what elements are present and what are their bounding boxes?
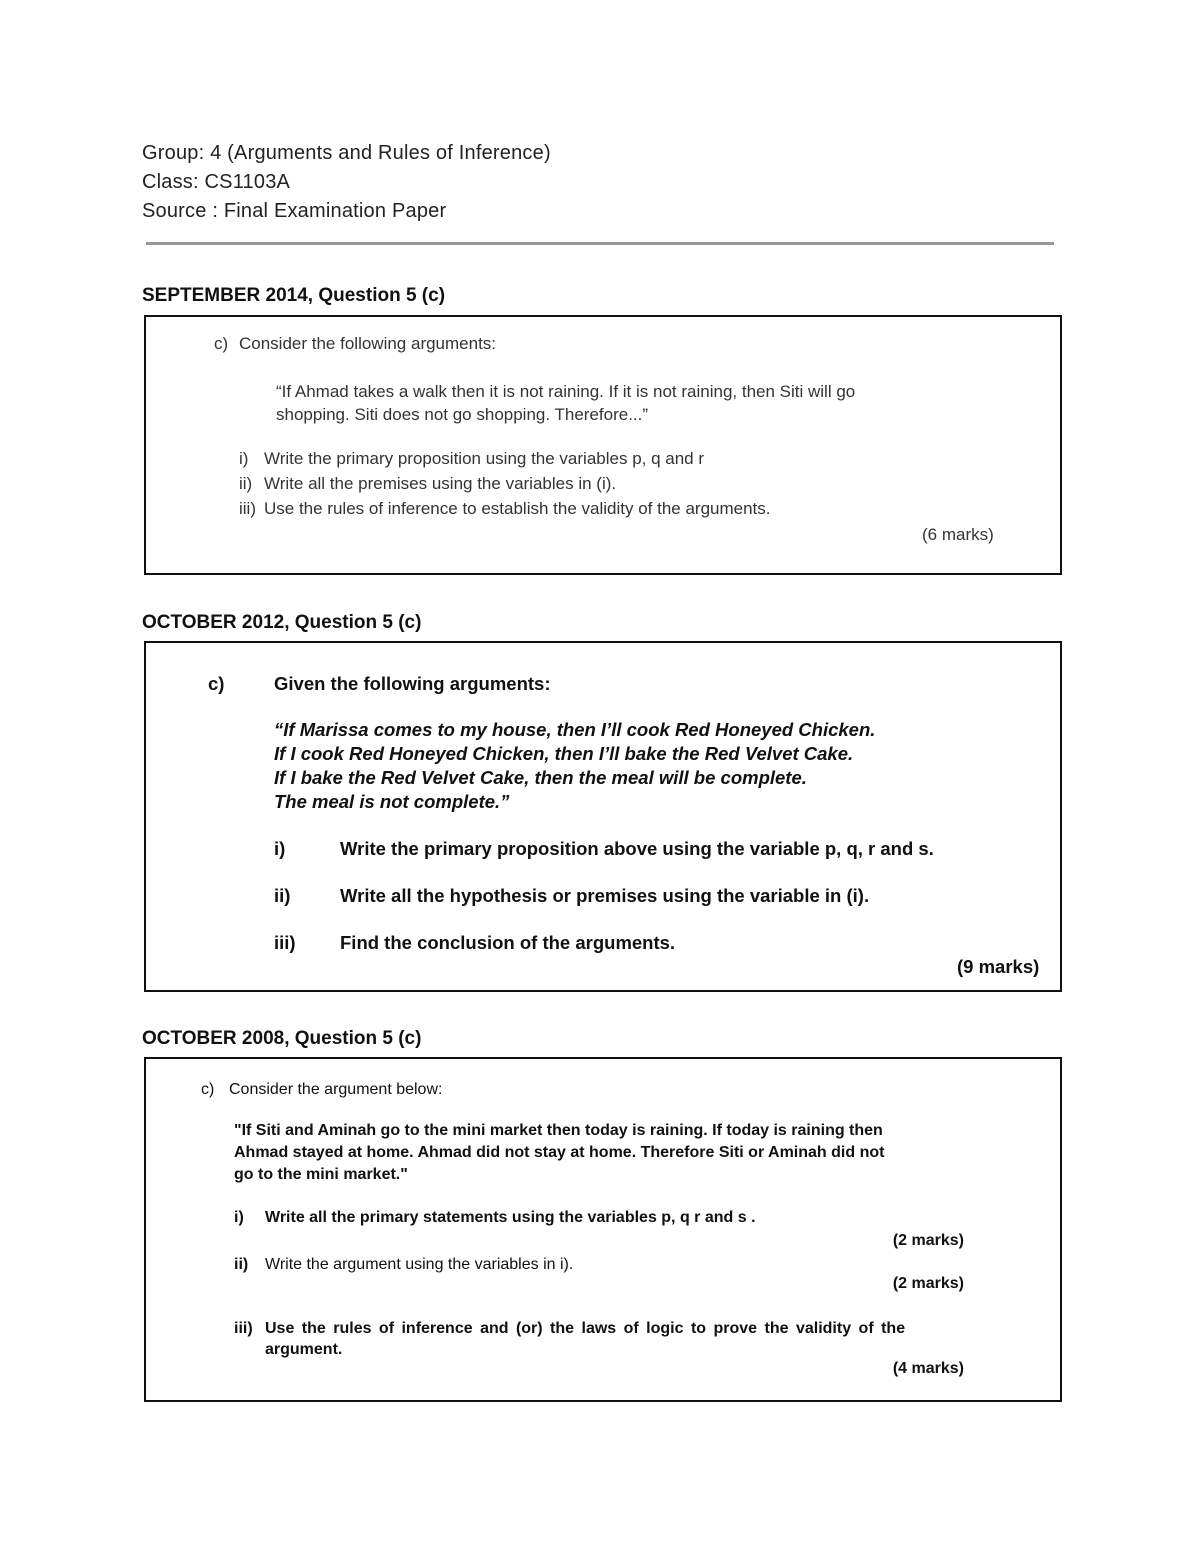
argument-quote-line: shopping. Siti does not go shopping. Therefore...” [276,405,649,424]
item-text: Write all the hypothesis or premises using the variable in (i). [340,885,870,906]
argument-quote-line: “If Ahmad takes a walk then it is not raining. If it is not raining, then Siti will go [276,382,856,401]
item-text: Write all the primary statements using the variables p, q r and s . [265,1209,756,1226]
question-label: c) [208,673,225,694]
item-number: ii) [239,474,253,493]
item-number: ii) [274,885,291,906]
question-intro: Given the following arguments: [274,673,551,694]
question-intro: Consider the argument below: [229,1081,443,1098]
question-intro: Consider the following arguments: [239,334,497,353]
marks-label: (9 marks) [957,956,1040,977]
argument-quote-line: "If Siti and Aminah go to the mini market then today is raining. If today is raining then [234,1122,883,1139]
marks-label: (6 marks) [922,525,994,544]
item-text: Write all the premises using the variables in (i). [264,474,617,493]
question-box-sep-2014 [144,315,1062,575]
argument-quote-line: “If Marissa comes to my house, then I’ll cook Red Honeyed Chicken. [274,719,876,740]
item-number: iii) [274,932,296,953]
item-text: Write the primary proposition using the variables p, q and r [264,449,705,468]
section-title-sep-2014: SEPTEMBER 2014, Question 5 (c) [142,285,446,306]
argument-quote-line: If I bake the Red Velvet Cake, then the meal will be complete. [274,767,807,788]
marks-label: (4 marks) [892,1360,964,1377]
item-text: Use the rules of inference to establish the validity of the arguments. [264,499,771,518]
argument-quote-line: The meal is not complete.” [274,791,510,812]
item-text: Find the conclusion of the arguments. [340,932,676,953]
question-label: c) [214,334,229,353]
item-text: Use the rules of inference and (or) the laws of logic to prove the validity of the [265,1320,906,1337]
source-line: Source : Final Examination Paper [142,200,447,222]
item-text: Write the primary proposition above using the variable p, q, r and s. [340,838,934,859]
question-label: c) [201,1081,215,1098]
marks-label: (2 marks) [892,1275,964,1292]
item-number: i) [234,1209,244,1226]
item-number: iii) [234,1320,253,1337]
item-text: Write the argument using the variables in i). [265,1256,574,1273]
item-text: argument. [265,1341,343,1358]
section-title-oct-2008: OCTOBER 2008, Question 5 (c) [142,1028,422,1049]
argument-quote-line: Ahmad stayed at home. Ahmad did not stay at home. Therefore Siti or Aminah did not [234,1144,885,1161]
class-line: Class: CS1103A [142,171,291,193]
header-divider [146,242,1054,245]
argument-quote-line: go to the mini market." [234,1166,408,1183]
marks-label: (2 marks) [892,1232,964,1249]
item-number: ii) [234,1256,249,1273]
question-box-oct-2008 [144,1057,1062,1402]
section-title-oct-2012: OCTOBER 2012, Question 5 (c) [142,612,422,633]
argument-quote-line: If I cook Red Honeyed Chicken, then I’ll bake the Red Velvet Cake. [274,743,854,764]
item-number: i) [274,838,286,859]
group-line: Group: 4 (Arguments and Rules of Inference) [142,142,551,164]
item-number: iii) [239,499,256,518]
question-box-oct-2012 [144,641,1062,992]
item-number: i) [239,449,249,468]
